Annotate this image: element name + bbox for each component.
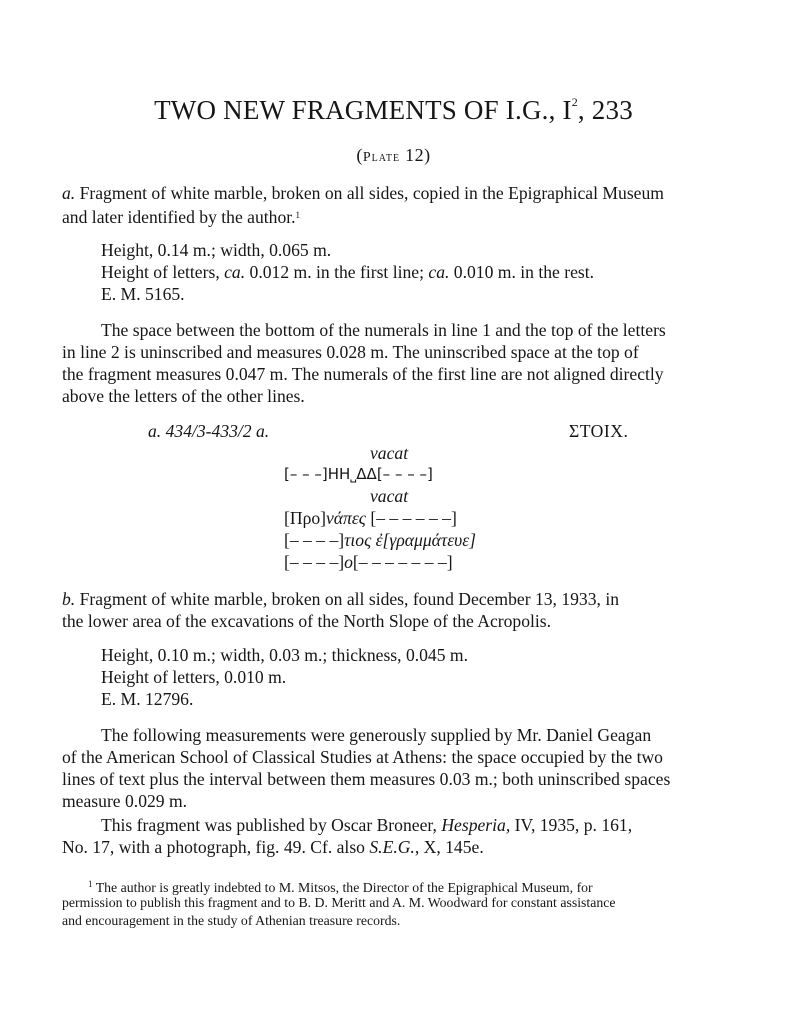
fragment-a-para-line4: above the letters of the other lines. <box>62 386 305 406</box>
footnote-line3: and encouragement in the study of Athenian treasure records. <box>62 913 401 928</box>
publication-line2: No. 17, with a photograph, fig. 49. Cf. also S.E.G., X, 145e. <box>62 837 484 857</box>
plate-word: Plate <box>362 150 401 165</box>
page-title: TWO NEW FRAGMENTS OF I.G., $I^2$, 233 <box>154 95 633 125</box>
stoichedon-label: ΣΤΟΙΧ. <box>569 421 629 441</box>
fragment-b-para-line4: measure 0.029 m. <box>62 791 188 811</box>
fragment-a-dimensions: Height, 0.14 m.; width, 0.065 m. <box>101 240 332 260</box>
fragment-b-para-line3: lines of text plus the interval between them measures 0.03 m.; both uninscribed spaces <box>62 769 671 789</box>
inscription-line-4: [– – – –]ο[– – – – – – –] <box>284 552 453 572</box>
inscription-date: a. 434/3-433/2 a. <box>148 421 270 441</box>
fragment-b-intro-line2: the lower area of the excavations of the North Slope of the Acropolis. <box>62 611 552 631</box>
fragment-a-para-line1: The space between the bottom of the numerals in line 1 and the top of the letters <box>101 320 666 340</box>
inscription-line-1: [– – –]ΗΗ⎵ΔΔ[– – – –] <box>284 465 433 483</box>
fragment-b-intro-line1: b. Fragment of white marble, broken on all sides, found December 13, 1933, in <box>62 589 620 609</box>
inscription-vacat-2: vacat <box>370 486 409 506</box>
inscription-line-3: [– – – –]τιος ἐ[γραμμάτευε] <box>284 530 477 550</box>
fragment-b-museum-number: E. M. 12796. <box>101 689 194 709</box>
fragment-b-letter-height: Height of letters, 0.010 m. <box>101 667 287 687</box>
inscription-line-2: [Προ]νάπες [– – – – – –] <box>284 508 457 528</box>
fragment-b-dimensions: Height, 0.10 m.; width, 0.03 m.; thickness, 0.045 m. <box>101 645 469 665</box>
footnote-ref: 1 <box>295 210 301 220</box>
fragment-a-para-line3: the fragment measures 0.047 m. The numerals of the first line are not aligned directly <box>62 364 664 384</box>
footnote-line1: $^1$ The author is greatly indebted to M. Mitsos, the Director of the Epigraphical Museum, for <box>88 879 593 895</box>
plate-reference: (Plate 12) <box>356 145 431 165</box>
publication-line1: This fragment was published by Oscar Broneer, Hesperia, IV, 1935, p. 161, <box>101 815 633 835</box>
fragment-b-para-line1: The following measurements were generously supplied by Mr. Daniel Geagan <box>101 725 652 745</box>
fragment-a-intro-line1: a. Fragment of white marble, broken on all sides, copied in the Epigraphical Museum <box>62 183 664 203</box>
fragment-a-intro-line2: and later identified by the author.$^1$ <box>62 207 301 227</box>
fragment-a-letter-height: Height of letters, ca. 0.012 m. in the first line; ca. 0.010 m. in the rest. <box>101 262 595 282</box>
fragment-b-para-line2: of the American School of Classical Studies at Athens: the space occupied by the two <box>62 747 663 767</box>
inscription-vacat-1: vacat <box>370 443 409 463</box>
footnote-line2: permission to publish this fragment and to B. D. Meritt and A. M. Woodward for constant assistance <box>62 895 616 910</box>
fragment-a-para-line2: in line 2 is uninscribed and measures 0.028 m. The uninscribed space at the top of <box>62 342 639 362</box>
fragment-a-museum-number: E. M. 5165. <box>101 284 185 304</box>
